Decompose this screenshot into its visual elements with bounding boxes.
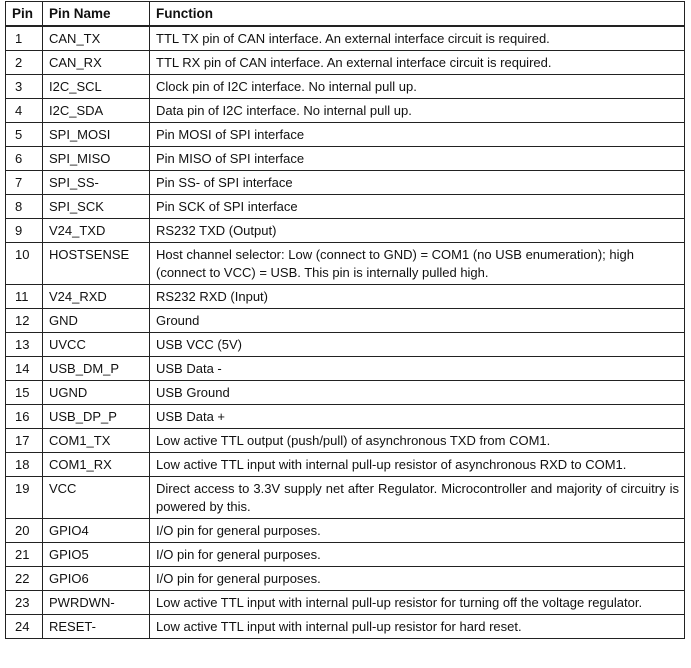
function-cell: Clock pin of I2C interface. No internal pull up. xyxy=(150,75,685,99)
pin-number-cell: 4 xyxy=(6,99,43,123)
header-row xyxy=(6,2,685,27)
function-cell: USB Ground xyxy=(150,381,685,405)
pin-number-cell: 10 xyxy=(6,243,43,285)
function-cell: I/O pin for general purposes. xyxy=(150,543,685,567)
pin-name-cell: GPIO5 xyxy=(43,543,150,567)
table-row xyxy=(6,243,685,285)
function-cell: Pin SCK of SPI interface xyxy=(150,195,685,219)
pin-number-cell: 7 xyxy=(6,171,43,195)
pin-name-cell: UVCC xyxy=(43,333,150,357)
table-row xyxy=(6,285,685,309)
pin-number-cell: 1 xyxy=(6,26,43,51)
pin-name-cell: CAN_RX xyxy=(43,51,150,75)
pin-number-cell: 5 xyxy=(6,123,43,147)
table-row xyxy=(6,429,685,453)
pin-name-cell: VCC xyxy=(43,477,150,519)
pin-number-cell: 9 xyxy=(6,219,43,243)
table-row xyxy=(6,123,685,147)
header-pin-name: Pin Name xyxy=(43,2,150,27)
pin-number-cell: 19 xyxy=(6,477,43,519)
pin-number-cell: 8 xyxy=(6,195,43,219)
pin-number-cell: 16 xyxy=(6,405,43,429)
function-cell: RS232 RXD (Input) xyxy=(150,285,685,309)
pin-number-cell: 13 xyxy=(6,333,43,357)
pin-name-cell: COM1_RX xyxy=(43,453,150,477)
table-row xyxy=(6,567,685,591)
pin-name-cell: USB_DP_P xyxy=(43,405,150,429)
function-cell: Low active TTL input with internal pull-up resistor of asynchronous RXD to COM1. xyxy=(150,453,685,477)
pin-name-cell: V24_TXD xyxy=(43,219,150,243)
pin-name-cell: COM1_TX xyxy=(43,429,150,453)
pin-name-cell: GND xyxy=(43,309,150,333)
pin-number-cell: 2 xyxy=(6,51,43,75)
pin-number-cell: 12 xyxy=(6,309,43,333)
pin-number-cell: 24 xyxy=(6,615,43,639)
function-cell: Pin MOSI of SPI interface xyxy=(150,123,685,147)
table-row xyxy=(6,99,685,123)
function-cell: USB VCC (5V) xyxy=(150,333,685,357)
function-cell: Low active TTL output (push/pull) of asynchronous TXD from COM1. xyxy=(150,429,685,453)
table-row xyxy=(6,543,685,567)
pin-name-cell: V24_RXD xyxy=(43,285,150,309)
function-cell: I/O pin for general purposes. xyxy=(150,519,685,543)
pin-name-cell: GPIO6 xyxy=(43,567,150,591)
pin-number-cell: 15 xyxy=(6,381,43,405)
table-row xyxy=(6,477,685,519)
header-pin: Pin xyxy=(6,2,43,27)
table-row xyxy=(6,333,685,357)
pin-number-cell: 20 xyxy=(6,519,43,543)
function-cell: Low active TTL input with internal pull-up resistor for turning off the voltage regulator. xyxy=(150,591,685,615)
function-cell: I/O pin for general purposes. xyxy=(150,567,685,591)
pin-name-cell: I2C_SDA xyxy=(43,99,150,123)
table-row xyxy=(6,615,685,639)
pin-number-cell: 22 xyxy=(6,567,43,591)
pin-name-cell: I2C_SCL xyxy=(43,75,150,99)
table-row xyxy=(6,591,685,615)
function-cell: TTL TX pin of CAN interface. An external interface circuit is required. xyxy=(150,26,685,51)
pin-number-cell: 23 xyxy=(6,591,43,615)
function-cell: Direct access to 3.3V supply net after Regulator. Microcontroller and majority of circuitry is powered by this. xyxy=(150,477,685,519)
table-row xyxy=(6,453,685,477)
function-cell: Pin SS- of SPI interface xyxy=(150,171,685,195)
pin-table xyxy=(5,1,685,639)
table-row xyxy=(6,309,685,333)
pin-number-cell: 18 xyxy=(6,453,43,477)
pin-name-cell: GPIO4 xyxy=(43,519,150,543)
table-row xyxy=(6,381,685,405)
function-cell: Data pin of I2C interface. No internal pull up. xyxy=(150,99,685,123)
table-row xyxy=(6,219,685,243)
function-cell: Low active TTL input with internal pull-up resistor for hard reset. xyxy=(150,615,685,639)
table-row xyxy=(6,171,685,195)
pin-name-cell: SPI_SS- xyxy=(43,171,150,195)
table-row xyxy=(6,26,685,51)
pin-name-cell: PWRDWN- xyxy=(43,591,150,615)
function-cell: RS232 TXD (Output) xyxy=(150,219,685,243)
pin-number-cell: 17 xyxy=(6,429,43,453)
function-cell: Ground xyxy=(150,309,685,333)
pin-name-cell: HOSTSENSE xyxy=(43,243,150,285)
pin-name-cell: SPI_SCK xyxy=(43,195,150,219)
pin-number-cell: 11 xyxy=(6,285,43,309)
pin-number-cell: 21 xyxy=(6,543,43,567)
pin-name-cell: UGND xyxy=(43,381,150,405)
pin-name-cell: SPI_MOSI xyxy=(43,123,150,147)
table-body xyxy=(6,26,685,639)
pin-name-cell: RESET- xyxy=(43,615,150,639)
pin-number-cell: 3 xyxy=(6,75,43,99)
function-cell: Host channel selector: Low (connect to GND) = COM1 (no USB enumeration); high (connect to VCC) = USB. This pin is internally pulled high. xyxy=(150,243,685,285)
pin-number-cell: 14 xyxy=(6,357,43,381)
table-row xyxy=(6,519,685,543)
function-cell: Pin MISO of SPI interface xyxy=(150,147,685,171)
pin-number-cell: 6 xyxy=(6,147,43,171)
header-function: Function xyxy=(150,2,685,27)
pin-name-cell: USB_DM_P xyxy=(43,357,150,381)
table-row xyxy=(6,75,685,99)
function-cell: USB Data - xyxy=(150,357,685,381)
pin-name-cell: SPI_MISO xyxy=(43,147,150,171)
table-row xyxy=(6,405,685,429)
table-row xyxy=(6,147,685,171)
function-cell: USB Data + xyxy=(150,405,685,429)
table-row xyxy=(6,195,685,219)
table-row xyxy=(6,357,685,381)
pin-name-cell: CAN_TX xyxy=(43,26,150,51)
table-row xyxy=(6,51,685,75)
function-cell: TTL RX pin of CAN interface. An external interface circuit is required. xyxy=(150,51,685,75)
